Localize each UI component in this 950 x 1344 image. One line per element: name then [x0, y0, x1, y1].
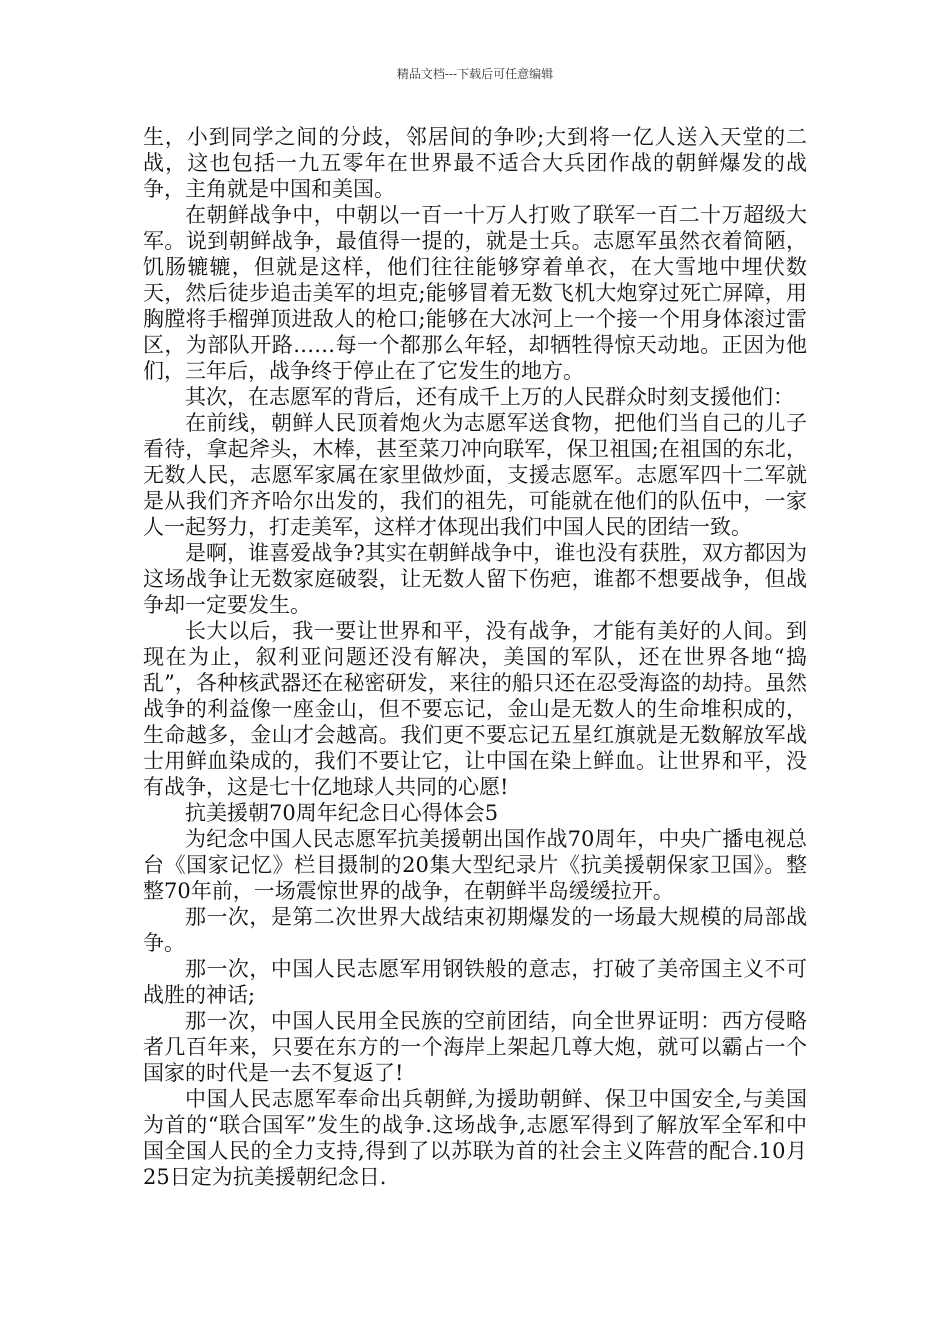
page-header: 精品文档---下载后可任意编辑	[396, 67, 554, 81]
paragraph: 长大以后，我一要让世界和平，没有战争，才能有美好的人间。到现在为止，叙利亚问题还没有解决，美国的军队，还在世界各地“捣乱”，各种核武器还在秘密研发，来往的船只还在忍受海盗的劫持。虽然战争的利益像一座金山，但不要忘记，金山是无数人的生命堆积成的，生命越多，金山才会越高。我们更不要忘记五星红旗就是无数解放军战士用鲜血染成的，我们不要让它，让中国在染上鲜血。让世界和平，没有战争，这是七十亿地球人共同的心愿!	[143, 619, 807, 799]
paragraph: 其次，在志愿军的背后，还有成千上万的人民群众时刻支援他们：	[185, 385, 794, 409]
paragraph: 在朝鲜战争中，中朝以一百一十万人打败了联军一百二十万超级大军。说到朝鲜战争，最值得一提的，就是士兵。志愿军虽然衣着简陋，饥肠辘辘，但就是这样，他们往往能够穿着单衣，在大雪地中埋伏数天，然后徒步追击美军的坦克;能够冒着无数飞机大炮穿过死亡屏障，用胸膛将手榴弹顶进敌人的枪口;能够在大冰河上一个接一个用身体滚过雷区，为部队开路……每一个都那么年轻，却牺牲得惊天动地。正因为他们，三年后，战争终于停止在了它发生的地方。	[143, 203, 807, 383]
paragraph: 那一次，中国人民用全民族的空前团结，向全世界证明：西方侵略者几百年来，只要在东方的一个海岸上架起几尊大炮，就可以霸占一个国家的时代是一去不复返了!	[143, 1009, 807, 1085]
paragraph: 为纪念中国人民志愿军抗美援朝出国作战70周年，中央广播电视总台《国家记忆》栏目摄制的20集大型纪录片《抗美援朝保家卫国》。整整70年前，一场震惊世界的战争，在朝鲜半岛缓缓拉开。	[143, 827, 807, 903]
paragraph: 那一次，是第二次世界大战结束初期爆发的一场最大规模的局部战争。	[143, 905, 807, 955]
section-title: 抗美援朝70周年纪念日心得体会5	[185, 801, 499, 825]
paragraph: 在前线，朝鲜人民顶着炮火为志愿军送食物，把他们当自己的儿子看待，拿起斧头，木棒，甚至菜刀冲向联军，保卫祖国;在祖国的东北，无数人民，志愿军家属在家里做炒面，支援志愿军。志愿军四十二军就是从我们齐齐哈尔出发的，我们的祖先，可能就在他们的队伍中，一家人一起努力，打走美军，这样才体现出我们中国人民的团结一致。	[143, 411, 807, 539]
paragraph: 是啊，谁喜爱战争?其实在朝鲜战争中，谁也没有获胜，双方都因为这场战争让无数家庭破裂，让无数人留下伤疤，谁都不想要战争，但战争却一定要发生。	[143, 541, 807, 617]
paragraph-continuation: 生，小到同学之间的分歧，邻居间的争吵;大到将一亿人送入天堂的二战，这也包括一九五零年在世界最不适合大兵团作战的朝鲜爆发的战争，主角就是中国和美国。	[143, 125, 807, 201]
paragraph: 那一次，中国人民志愿军用钢铁般的意志，打破了美帝国主义不可战胜的神话;	[143, 957, 807, 1007]
document-body	[143, 124, 807, 1190]
paragraph: 中国人民志愿军奉命出兵朝鲜,为援助朝鲜、保卫中国安全,与美国为首的“联合国军”发生的战争.这场战争,志愿军得到了解放军全军和中国全国人民的全力支持,得到了以苏联为首的社会主义阵营的配合.10月25日定为抗美援朝纪念日.	[143, 1087, 807, 1189]
